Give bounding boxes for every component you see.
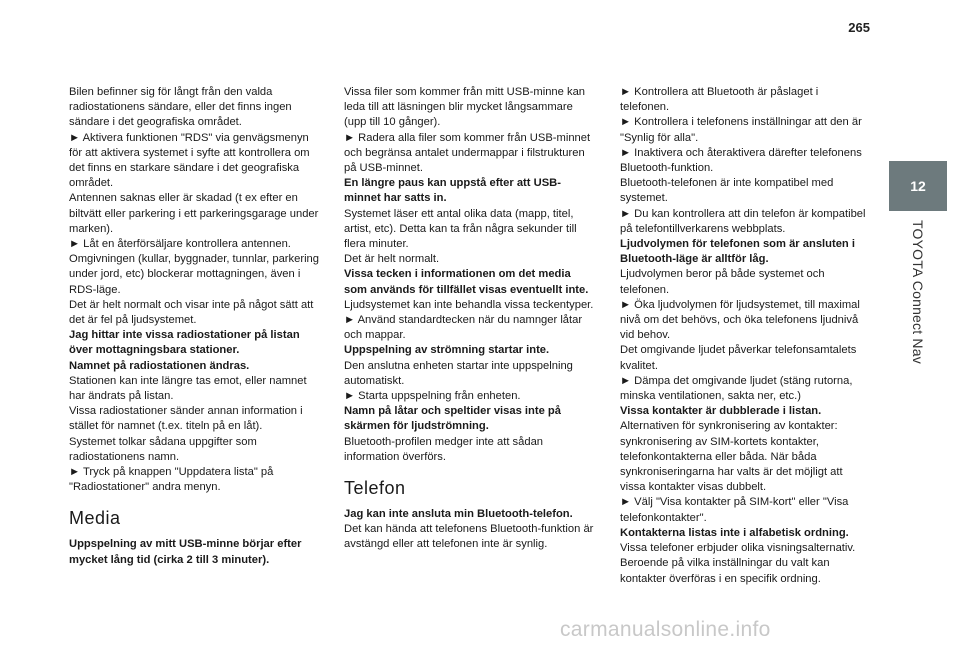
section-heading: Telefon — [344, 478, 406, 499]
question-heading: Uppspelning av mitt USB-minne börjar efter mycket lång tid (cirka 2 till 3 minuter). — [69, 538, 302, 566]
paragraph: ► Tryck på knappen "Uppdatera lista" på "Radiostationer" andra menyn. — [69, 466, 274, 494]
paragraph: Systemet läser ett antal olika data (mapp, titel, artist, etc). Detta kan ta från några sekunder till flera minuter. — [344, 207, 577, 251]
paragraph: ► Radera alla filer som kommer från USB-minnet och begränsa antalet undermappar i filstrukturen på USB-minnet. — [344, 131, 591, 175]
paragraph: ► Du kan kontrollera att din telefon är kompatibel på telefontillverkarens webbplats. — [620, 207, 866, 235]
paragraph: Bluetooth-profilen medger inte att sådan information överförs. — [344, 435, 544, 463]
paragraph: ► Aktivera funktionen "RDS" via genvägsmenyn för att aktivera systemet i syfte att kontrollera om det finns en starkare sändare i det geografiska området. — [69, 131, 310, 190]
chapter-title-tab — [889, 220, 947, 400]
paragraph: Vissa telefoner erbjuder olika visningsalternativ. Beroende på vilka inställningar du valt kan kontakter överföras i en specifik ordning. — [620, 542, 856, 585]
paragraph: Ljudsystemet kan inte behandla vissa teckentyper. — [344, 298, 594, 311]
paragraph: Vissa radiostationer sänder annan information i stället för namnet (t.ex. titeln på en låt). — [69, 405, 303, 433]
section-heading: Media — [69, 508, 121, 529]
watermark: carmanualsonline.info — [560, 618, 771, 641]
question-heading: Namn på låtar och speltider visas inte på skärmen för ljudströmning. — [344, 405, 561, 433]
chapter-number: 12 — [910, 178, 926, 194]
paragraph: Bilen befinner sig för långt från den valda radiostationens sändare, eller det finns ingen sändare i det geografiska området. — [69, 86, 292, 129]
paragraph: Ljudvolymen beror på både systemet och telefonen. — [620, 268, 825, 296]
paragraph: Bluetooth-telefonen är inte kompatibel med systemet. — [620, 177, 834, 205]
question-heading: Vissa tecken i informationen om det media som används för tillfället visas eventuellt inte. — [344, 268, 589, 296]
paragraph: Det är helt normalt. — [344, 253, 440, 266]
paragraph: ► Starta uppspelning från enheten. — [344, 390, 521, 403]
paragraph: Systemet tolkar sådana uppgifter som radiostationens namn. — [69, 435, 257, 463]
paragraph: Omgivningen (kullar, byggnader, tunnlar, parkering under jord, etc) blockerar mottagningen, även i RDS-läge. — [69, 253, 320, 296]
question-heading: Kontakterna listas inte i alfabetisk ordning. — [620, 526, 849, 539]
paragraph: Stationen kan inte längre tas emot, eller namnet har ändrats på listan. — [69, 374, 307, 403]
chapter-tab — [889, 161, 947, 211]
text-column-2 — [344, 85, 594, 553]
paragraph: ► Kontrollera att Bluetooth är påslaget i telefonen. — [620, 86, 819, 114]
paragraph: Antennen saknas eller är skadad (t ex efter en biltvätt eller parkering i ett parkeringsgarage under marken). — [69, 192, 319, 235]
paragraph: ► Låt en återförsäljare kontrollera antennen. — [69, 238, 291, 251]
chapter-title: TOYOTA Connect Nav — [910, 220, 926, 364]
paragraph: ► Använd standardtecken när du namnger låtar och mappar. — [344, 314, 583, 342]
question-heading: Uppspelning av strömning startar inte. — [344, 344, 550, 357]
question-heading: Ljudvolymen för telefonen som är ansluten i Bluetooth-läge är alltför låg. — [620, 238, 855, 266]
question-heading: Jag kan inte ansluta min Bluetooth-telefon. — [344, 508, 573, 521]
question-heading: Vissa kontakter är dubblerade i listan. — [620, 405, 822, 418]
page-number: 265 — [848, 20, 870, 35]
question-heading: En längre paus kan uppstå efter att USB-minnet har satts in. — [344, 177, 561, 205]
paragraph: ► Inaktivera och återaktivera därefter telefonens Bluetooth-funktion. — [620, 146, 862, 175]
paragraph: Det är helt normalt och visar inte på något sätt att det är fel på ljudsystemet. — [69, 298, 314, 327]
paragraph: ► Kontrollera i telefonens inställningar att den är "Synlig för alla". — [620, 116, 862, 144]
paragraph: Vissa filer som kommer från mitt USB-minne kan leda till att läsningen blir mycket långsammare (upp till 10 gånger). — [344, 86, 586, 129]
paragraph: ► Dämpa det omgivande ljudet (stäng rutorna, minska ventilationen, sakta ner, etc.) — [620, 374, 853, 403]
question-heading: Namnet på radiostationen ändras. — [69, 359, 250, 372]
paragraph: Alternativen för synkronisering av kontakter: synkronisering av SIM-kortets kontakter, telefonkontakterna eller båda. När båda synkroniseringarna har valts är det möjligt att vissa kontakter visas dubbelt. — [620, 420, 843, 494]
paragraph: ► Öka ljudvolymen för ljudsystemet, till maximal nivå om det behövs, och öka telefonens ljudnivå vid behov. — [620, 298, 860, 342]
paragraph: ► Välj "Visa kontakter på SIM-kort" eller "Visa telefonkontakter". — [620, 496, 849, 524]
text-column-3 — [620, 85, 870, 587]
paragraph: Det omgivande ljudet påverkar telefonsamtalets kvalitet. — [620, 344, 857, 372]
question-heading: Jag hittar inte vissa radiostationer på listan över mottagningsbara stationer. — [69, 329, 300, 357]
text-column-1 — [69, 85, 319, 568]
paragraph: Den anslutna enheten startar inte uppspelning automatiskt. — [344, 359, 573, 387]
paragraph: Det kan hända att telefonens Bluetooth-funktion är avstängd eller att telefonen inte är synlig. — [344, 523, 594, 551]
